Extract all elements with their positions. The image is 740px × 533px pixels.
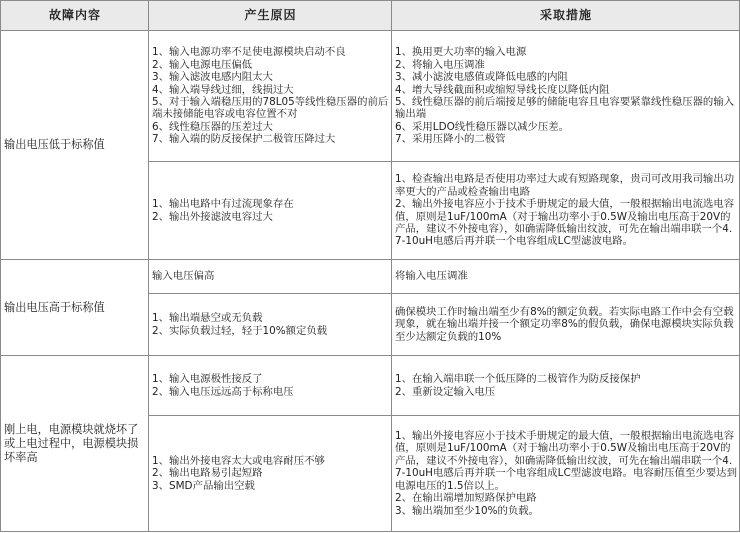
header-cause: 产生原因 [149,1,392,31]
cause-line: 2、输入电压远远高于标称电压 [152,385,294,398]
measure-line: 2、在输出端增加短路保护电路 [395,492,537,505]
fault-cell [1,260,149,356]
cause-line: 1、输入电源功率不足使电源模块启动不良 [152,46,346,59]
cause-line: 2、实际负载过轻，轻于10%额定负载 [152,324,328,337]
cause-cell [149,294,392,356]
cause-line: 2、输入电源电压偏低 [152,58,253,71]
cause-line: 4、输入端导线过细，线损过大 [152,83,294,96]
measure-line: 1、换用更大功率的输入电源 [395,46,527,59]
measure-line: 2、重新设定输入电压 [395,385,496,398]
cause-line: 1、输出外接电容太大或电容耐压不够 [152,454,325,467]
measure-line: 4、增大导线截面积或缩短导线长度以降低内阻 [395,83,610,96]
cause-line: 1、输入电源极性接反了 [152,373,263,386]
measure-line: 3、减小滤波电感值或降低电感的内阻 [395,71,568,84]
measure-cell [392,31,740,162]
cause-line: 5、对于输入端稳压用的78L05等线性稳压器的前后端未接储能电容或电容位置不对 [152,96,389,121]
cause-line: 输入电压偏高 [152,270,215,283]
fault-cell [1,31,149,260]
fault-text: 输出电压高于标称值 [4,300,105,314]
measure-cell [392,356,740,416]
measure-cell [392,294,740,356]
cause-line: 2、输出电路易引起短路 [152,467,263,480]
measure-cell [392,162,740,260]
measure-line: 确保模块工作时输出端至少有8%的额定负载。若实际电路工作中会有空载现象，就在输出端并接一个额定功率8%的假负载，确保电源模块实际负载至少达额定负载的10% [395,305,734,343]
measure-line: 3、输出端加至少10%的负载。 [395,504,540,517]
header-fault: 故障内容 [1,1,149,31]
cause-cell [149,162,392,260]
cause-line: 3、SMD产品输出空载 [152,479,255,492]
cause-line: 7、输入端的防反接保护二极管压降过大 [152,133,336,146]
measure-line: 1、输出外接电容应小于技术手册规定的最大值，一般根据输出电流选电容值，原则是1uF/100mA（对于输出功率小于0.5W及输出电压高于20V的产品，建议不外接电容），如确需降低输出纹波，可先在输出端串联一个4.7-10uH电感后再并联一个电容组成LC型滤波电路。电容耐压值至少要达到电源电压的1.5倍以上。 [395,430,737,492]
measure-line: 1、在输入端串联一个低压降的二极管作为防反接保护 [395,373,641,386]
cause-line: 3、输入滤波电感内阻太大 [152,71,273,84]
measure-line: 将输入电压调准 [395,270,468,283]
cause-line: 1、输出端悬空或无负载 [152,312,263,325]
header-row [1,1,740,31]
measure-line: 2、输出外接电容应小于技术手册规定的最大值，一般根据输出电流选电容值，原则是1uF/100mA（对于输出功率小于0.5W及输出电压高于20V的产品，建议不外接电容），如确需降低输出纹波，可先在输出端串联一个4.7-10uH电感后再并联一个电容组成LC型滤波电路。 [395,198,735,248]
fault-cell [1,356,149,532]
fault-text: 刚上电，电源模块就烧坏了或上电过程中，电源模块损坏率高 [4,422,139,464]
measure-cell [392,416,740,532]
measure-line: 6、采用LDO线性稳压器以减少压差。 [395,120,570,133]
cause-line: 1、输出电路中有过流现象存在 [152,198,294,211]
cause-cell [149,31,392,162]
cause-cell [149,356,392,416]
cause-line: 6、线性稳压器的压差过大 [152,120,273,133]
cause-cell [149,260,392,294]
measure-line: 2、将输入电压调准 [395,58,485,71]
measure-line: 1、检查输出电路是否使用功率过大或有短路现象，贵司可改用我司输出功率更大的产品或检查输出电路 [395,173,735,198]
cause-line: 2、输出外接滤波电容过大 [152,210,273,223]
table-row [1,356,740,416]
cause-cell [149,416,392,532]
measure-cell [392,260,740,294]
table-row [1,31,740,162]
fault-text: 输出电压低于标称值 [4,138,105,151]
table-row [1,260,740,294]
measure-line: 5、线性稳压器的前后端接足够的储能电容且电容要紧靠线性稳压器的输入输出端 [395,96,735,121]
header-measure: 采取措施 [392,1,740,31]
measure-line: 7、采用压降小的二极管 [395,133,506,146]
